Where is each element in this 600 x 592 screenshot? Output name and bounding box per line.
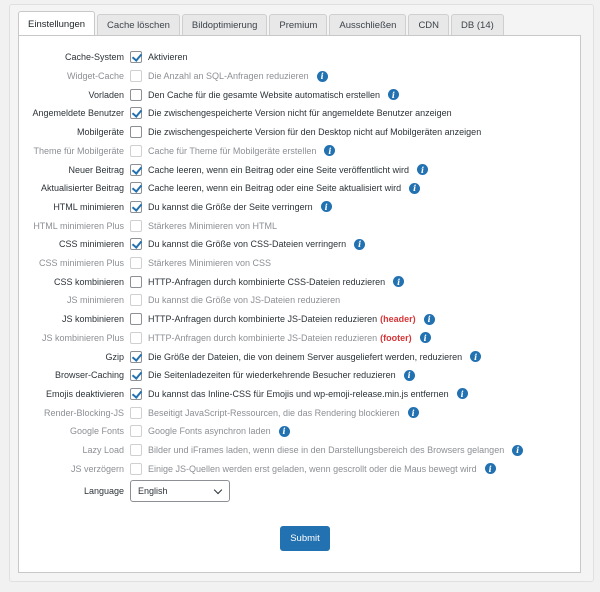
setting-row-lazy-load <box>19 441 580 460</box>
setting-description-text: Cache leeren, wenn ein Beitrag oder eine Seite veröffentlicht wird <box>148 164 409 175</box>
setting-row-aktualisierter-beitrag <box>19 179 580 198</box>
setting-description <box>148 295 340 305</box>
setting-row-html-minimieren-plus <box>19 216 580 235</box>
tab-ausschließen[interactable]: Ausschließen <box>329 14 406 36</box>
chevron-down-icon <box>214 486 222 494</box>
setting-label: Mobilgeräte <box>76 127 124 138</box>
info-icon[interactable]: i <box>408 407 419 418</box>
info-icon[interactable]: i <box>404 370 415 381</box>
checkbox-js-verzögern <box>130 463 142 475</box>
checkbox-angemeldete-benutzer[interactable] <box>130 107 142 119</box>
setting-description <box>148 52 188 62</box>
settings-panel <box>18 35 581 573</box>
setting-row-browser-caching <box>19 366 580 385</box>
setting-description <box>148 221 277 231</box>
setting-description-text: Die zwischengespeicherte Version für den Desktop nicht auf Mobilgeräten anzeigen <box>148 127 482 138</box>
setting-label: JS kombinieren <box>61 314 124 325</box>
setting-label: HTML minimieren Plus <box>33 220 124 231</box>
checkbox-aktualisierter-beitrag[interactable] <box>130 182 142 194</box>
checkbox-neuer-beitrag[interactable] <box>130 164 142 176</box>
setting-row-google-fonts <box>19 422 580 441</box>
info-icon[interactable]: i <box>354 239 365 250</box>
info-icon[interactable]: i <box>512 445 523 456</box>
setting-description <box>148 146 316 156</box>
info-icon[interactable]: i <box>279 426 290 437</box>
tab-einstellungen[interactable]: Einstellungen <box>18 11 95 36</box>
language-label: Language <box>83 486 124 497</box>
setting-label: Gzip <box>105 351 124 362</box>
tab-premium[interactable]: Premium <box>269 14 327 36</box>
setting-row-vorladen <box>19 85 580 104</box>
setting-row-js-verzögern <box>19 459 580 478</box>
setting-description-text: Cache leeren, wenn ein Beitrag oder eine Seite aktualisiert wird <box>148 183 402 194</box>
setting-description <box>148 90 380 100</box>
setting-label: Browser-Caching <box>54 370 124 381</box>
setting-label: CSS minimieren <box>58 239 124 250</box>
setting-row-angemeldete-benutzer <box>19 104 580 123</box>
language-row <box>19 482 580 501</box>
tab-cache-löschen[interactable]: Cache löschen <box>97 14 180 36</box>
setting-row-render-blocking-js <box>19 403 580 422</box>
setting-row-html-minimieren <box>19 198 580 217</box>
setting-description <box>148 202 313 212</box>
setting-description <box>148 314 416 324</box>
tab-db-14[interactable]: DB (14) <box>451 14 504 36</box>
setting-row-js-minimieren <box>19 291 580 310</box>
setting-description-text: Die Anzahl an SQL-Anfragen reduzieren <box>148 71 309 82</box>
setting-label: Angemeldete Benutzer <box>32 108 124 119</box>
checkbox-css-minimieren-plus <box>130 257 142 269</box>
info-icon[interactable]: i <box>409 183 420 194</box>
info-icon[interactable]: i <box>417 164 428 175</box>
tab-bar <box>18 11 504 36</box>
checkbox-browser-caching[interactable] <box>130 369 142 381</box>
setting-row-neuer-beitrag <box>19 160 580 179</box>
setting-label: Neuer Beitrag <box>68 164 124 175</box>
setting-description <box>148 389 449 399</box>
setting-row-theme-für-mobilgeräte <box>19 142 580 161</box>
setting-description-text: Stärkeres Minimieren von CSS <box>148 258 272 269</box>
setting-label: Theme für Mobilgeräte <box>33 145 124 156</box>
setting-description <box>148 370 396 380</box>
setting-description <box>148 352 462 362</box>
checkbox-js-kombinieren[interactable] <box>130 313 142 325</box>
setting-description-text: Beseitigt JavaScript-Ressourcen, die das Rendering blockieren <box>148 407 400 418</box>
checkbox-render-blocking-js <box>130 407 142 419</box>
setting-row-gzip <box>19 347 580 366</box>
setting-label: Google Fonts <box>69 426 124 437</box>
setting-label: Vorladen <box>88 89 124 100</box>
language-selected-value: English <box>138 486 168 497</box>
setting-label: JS minimieren <box>66 295 124 306</box>
setting-description <box>148 426 271 436</box>
setting-description-text: Du kannst das Inline-CSS für Emojis und wp-emoji-release.min.js entfernen <box>148 388 449 399</box>
setting-description-text: Cache für Theme für Mobilgeräte erstellen <box>148 145 317 156</box>
setting-label: HTML minimieren <box>53 201 124 212</box>
checkbox-css-minimieren[interactable] <box>130 238 142 250</box>
setting-row-cache-system <box>19 48 580 67</box>
tab-bildoptimierung[interactable]: Bildoptimierung <box>182 14 267 36</box>
setting-description-text: Den Cache für die gesamte Website automatisch erstellen <box>148 89 380 100</box>
checkbox-vorladen[interactable] <box>130 89 142 101</box>
setting-description-text: HTTP-Anfragen durch kombinierte CSS-Dateien reduzieren <box>148 276 386 287</box>
setting-description-text: Die Größe der Dateien, die von deinem Server ausgeliefert werden, reduzieren <box>148 351 463 362</box>
setting-label: Widget-Cache <box>66 71 124 82</box>
setting-row-css-minimieren <box>19 235 580 254</box>
setting-label: Cache-System <box>64 52 124 63</box>
info-icon[interactable]: i <box>317 71 328 82</box>
checkbox-widget-cache <box>130 70 142 82</box>
setting-description <box>148 258 271 268</box>
setting-row-mobilgeräte <box>19 123 580 142</box>
info-icon[interactable]: i <box>485 463 496 474</box>
info-icon[interactable]: i <box>424 314 435 325</box>
setting-description <box>148 108 452 118</box>
setting-row-js-kombinieren-plus <box>19 329 580 348</box>
setting-description <box>148 71 309 81</box>
setting-description-text: Bilder und iFrames laden, wenn diese in den Darstellungsbereich des Browsers gelangen <box>148 445 505 456</box>
info-icon[interactable]: i <box>470 351 481 362</box>
info-icon[interactable]: i <box>457 388 468 399</box>
setting-label: JS kombinieren Plus <box>41 332 124 343</box>
info-icon[interactable]: i <box>420 332 431 343</box>
setting-row-emojis-deaktivieren <box>19 385 580 404</box>
checkbox-mobilgeräte[interactable] <box>130 126 142 138</box>
setting-description-text: Einige JS-Quellen werden erst geladen, wenn gescrollt oder die Maus bewegt wird <box>148 463 477 474</box>
setting-description-text: Du kannst die Größe von JS-Dateien reduzieren <box>148 295 341 306</box>
setting-description <box>148 277 385 287</box>
info-icon[interactable]: i <box>393 276 404 287</box>
setting-description <box>148 183 401 193</box>
checkbox-cache-system[interactable] <box>130 51 142 63</box>
setting-description-text: HTTP-Anfragen durch kombinierte JS-Dateien reduzieren <box>148 332 378 343</box>
setting-label: Emojis deaktivieren <box>45 388 124 399</box>
setting-description-text: Die Seitenladezeiten für wiederkehrende Besucher reduzieren <box>148 370 396 381</box>
info-icon[interactable]: i <box>388 89 399 100</box>
setting-tag: (header) <box>380 314 416 325</box>
checkbox-lazy-load <box>130 444 142 456</box>
setting-description-text: Du kannst die Größe der Seite verringern <box>148 201 313 212</box>
setting-description <box>148 445 504 455</box>
info-icon[interactable]: i <box>324 145 335 156</box>
setting-description-text: Aktivieren <box>148 52 188 63</box>
setting-row-widget-cache <box>19 67 580 86</box>
setting-description <box>148 127 481 137</box>
setting-tag: (footer) <box>380 332 412 343</box>
setting-description-text: HTTP-Anfragen durch kombinierte JS-Dateien reduzieren <box>148 314 378 325</box>
setting-row-css-kombinieren <box>19 272 580 291</box>
checkbox-gzip[interactable] <box>130 351 142 363</box>
setting-row-js-kombinieren <box>19 310 580 329</box>
setting-row-css-minimieren-plus <box>19 254 580 273</box>
submit-button[interactable]: Submit <box>280 526 330 551</box>
setting-description <box>148 239 346 249</box>
setting-label: Lazy Load <box>82 445 124 456</box>
checkbox-emojis-deaktivieren[interactable] <box>130 388 142 400</box>
setting-label: CSS minimieren Plus <box>38 258 124 269</box>
setting-label: Render-Blocking-JS <box>43 407 124 418</box>
setting-label: CSS kombinieren <box>53 276 124 287</box>
language-select[interactable] <box>130 480 230 502</box>
setting-description <box>148 333 412 343</box>
setting-label: JS verzögern <box>70 463 124 474</box>
setting-description-text: Stärkeres Minimieren von HTML <box>148 220 278 231</box>
setting-description <box>148 165 409 175</box>
setting-label: Aktualisierter Beitrag <box>40 183 124 194</box>
setting-description <box>148 408 400 418</box>
setting-description-text: Google Fonts asynchron laden <box>148 426 271 437</box>
setting-description <box>148 464 477 474</box>
info-icon[interactable]: i <box>321 201 332 212</box>
checkbox-google-fonts <box>130 425 142 437</box>
checkbox-html-minimieren[interactable] <box>130 201 142 213</box>
checkbox-js-minimieren <box>130 294 142 306</box>
setting-description-text: Du kannst die Größe von CSS-Dateien verringern <box>148 239 347 250</box>
checkbox-js-kombinieren-plus <box>130 332 142 344</box>
checkbox-css-kombinieren[interactable] <box>130 276 142 288</box>
setting-description-text: Die zwischengespeicherte Version nicht für angemeldete Benutzer anzeigen <box>148 108 452 119</box>
checkbox-theme-für-mobilgeräte <box>130 145 142 157</box>
checkbox-html-minimieren-plus <box>130 220 142 232</box>
tab-cdn[interactable]: CDN <box>408 14 449 36</box>
